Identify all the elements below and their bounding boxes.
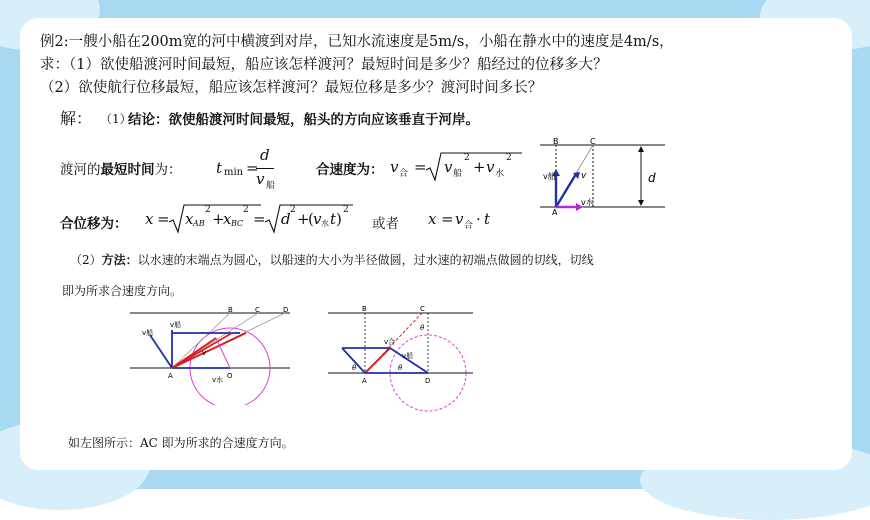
alt-v: v [455, 210, 464, 228]
xbc-sq: 2 [243, 205, 249, 215]
solution-jie: 解： [60, 109, 93, 128]
alt-v-sub: 合 [464, 221, 474, 231]
label-theta-3: θ [420, 324, 425, 332]
part1-tag: （1） [100, 112, 132, 126]
label-d: d [648, 171, 656, 185]
label-v-water: v水 [581, 198, 594, 207]
displacement-label: 合位移为： [60, 216, 128, 232]
v-boat-tilt-arrow [150, 335, 172, 368]
paren-sq: 2 [343, 205, 349, 215]
xbc-sub: BC [231, 219, 244, 228]
tmin-denom-v: v [256, 170, 265, 188]
alt-x: x [428, 210, 437, 228]
vchuan-sq: 2 [464, 153, 470, 163]
label-O: O [227, 372, 233, 380]
d-arrow-down [638, 200, 644, 206]
tmin-sub: min [224, 167, 244, 178]
vchuan-sub: 船 [453, 169, 463, 179]
problem-line-3: （2）欲使航行位移最短，船应该怎样渡河？最短位移是多少？渡河时间多长？ [40, 80, 543, 96]
vshui-v2: v [313, 210, 322, 228]
plus-sign: + [473, 158, 486, 176]
or-label: 或者 [372, 216, 399, 232]
disp-eq2: = [253, 210, 266, 228]
problem-line-2: 求：（1）欲使船渡河时间最短，船应该怎样渡河？最短时间是多少？船经过的位移多大？ [40, 57, 608, 73]
label-C: C [420, 305, 425, 313]
label-v-boat: v船 [543, 172, 556, 181]
label-v-he: v合 [384, 338, 396, 346]
close-paren: ) [336, 210, 342, 228]
t-var: t [330, 210, 337, 228]
vshui-sq: 2 [506, 153, 512, 163]
tmin-denom-sub: 船 [266, 181, 276, 191]
tmin-t: t [216, 159, 223, 177]
label-theta-1: θ [352, 364, 357, 372]
label-v-chuan: v船 [402, 352, 414, 360]
min-time-suffix: 为： [154, 162, 182, 178]
diagram-method-right [328, 302, 488, 412]
label-A: A [168, 372, 173, 380]
v-resultant-arrow [556, 174, 576, 207]
label-v-boat-2: v船 [170, 321, 182, 329]
fraction-bar [256, 168, 274, 169]
label-D: D [283, 306, 289, 314]
label-B: B [362, 305, 367, 313]
final-conclusion: 如左图所示：AC 即为所求的合速度方向。 [68, 436, 294, 450]
part2-method-label: 方法： [101, 253, 138, 267]
min-time-label [60, 158, 182, 178]
diagram-shortest-time [540, 136, 680, 216]
v-he-arrow [365, 348, 390, 373]
open-paren: ( [308, 210, 314, 228]
label-theta-2: θ [398, 364, 403, 372]
combined-speed-label: 合速度为： [316, 162, 384, 178]
xab-x: x [185, 210, 194, 228]
vhe-eq: = [414, 158, 427, 176]
displacement-formula [145, 202, 355, 236]
vhe-v: v [390, 158, 399, 176]
part2-line-2: 即为所求合速度方向。 [62, 284, 183, 298]
disp-eq1: = [157, 210, 170, 228]
d-var: d [281, 210, 291, 228]
min-time-bold: 最短时间 [100, 162, 155, 178]
part2-tag: （2） [70, 253, 102, 267]
vshui-v: v [486, 158, 495, 176]
label-D: D [425, 377, 431, 385]
alt-t: t [484, 210, 491, 228]
label-v-boat: v船 [142, 329, 154, 337]
vchuan-v: v [444, 158, 453, 176]
diagram-method-left [130, 305, 300, 405]
xbc-x: x [223, 210, 232, 228]
alt-displacement-formula [428, 204, 508, 234]
alt-eq: = [441, 210, 454, 228]
label-v: v [202, 349, 207, 357]
plus-sign: + [297, 210, 310, 228]
label-v: v [581, 171, 587, 181]
disp-x: x [145, 210, 154, 228]
label-B: B [553, 137, 559, 146]
vshui-sub2: 水 [321, 219, 329, 228]
d-arrow-up [638, 146, 644, 152]
tmin-eq: = [246, 159, 259, 177]
label-A: A [552, 208, 558, 216]
label-C: C [590, 137, 596, 146]
part2-method-text: 以水速的末端点为圆心，以船速的大小为半径做圆，过水速的初端点做圆的切线，切线 [137, 253, 594, 267]
xab-sub: AB [193, 219, 205, 228]
vshui-sub: 水 [495, 169, 505, 179]
label-v-water: v水 [212, 376, 224, 384]
label-A: A [362, 377, 367, 385]
problem-line-1: 例2:一艘小船在200m宽的河中横渡到对岸，已知水流速度是5m/s，小船在静水中的速度是4m/s， [40, 34, 674, 50]
dot-op: · [476, 210, 481, 228]
min-time-prefix: 渡河的 [60, 162, 101, 178]
plus-sign: + [212, 210, 225, 228]
label-B: B [228, 306, 233, 314]
tmin-numerator: d [260, 146, 270, 164]
resultant-red-3 [172, 333, 246, 368]
combined-speed-formula [390, 150, 520, 184]
part2-line [70, 251, 594, 268]
vhe-sub: 合 [399, 169, 409, 179]
label-C: C [255, 306, 260, 314]
part1-conclusion: 结论：欲使船渡河时间最短，船头的方向应该垂直于河岸。 [128, 112, 479, 128]
xab-sq: 2 [205, 205, 211, 215]
d-sq: 2 [290, 205, 296, 215]
